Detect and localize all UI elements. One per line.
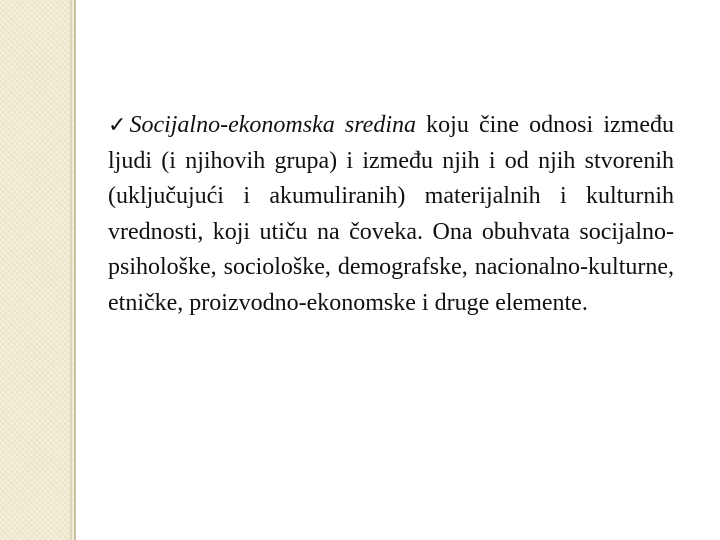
decorative-side-band (0, 0, 76, 540)
defined-term: Socijalno-ekonomska sredina (129, 112, 416, 138)
side-band-divider (70, 0, 72, 540)
definition-text: koju čine odnosi između ljudi (i njihovih grupa) i između njih i od njih stvorenih (uključujući i akumuliranih) materijalnih i kulturnih vrednosti, koji utiču na čoveka. Ona obuhvata socijalno-psihološke, sociološke, demografske, nacionalno-kulturne, etničke, proizvodno-ekonomske i druge elemente. (108, 112, 674, 316)
definition-paragraph (108, 108, 674, 321)
checkmark-icon: ✓ (108, 113, 127, 138)
